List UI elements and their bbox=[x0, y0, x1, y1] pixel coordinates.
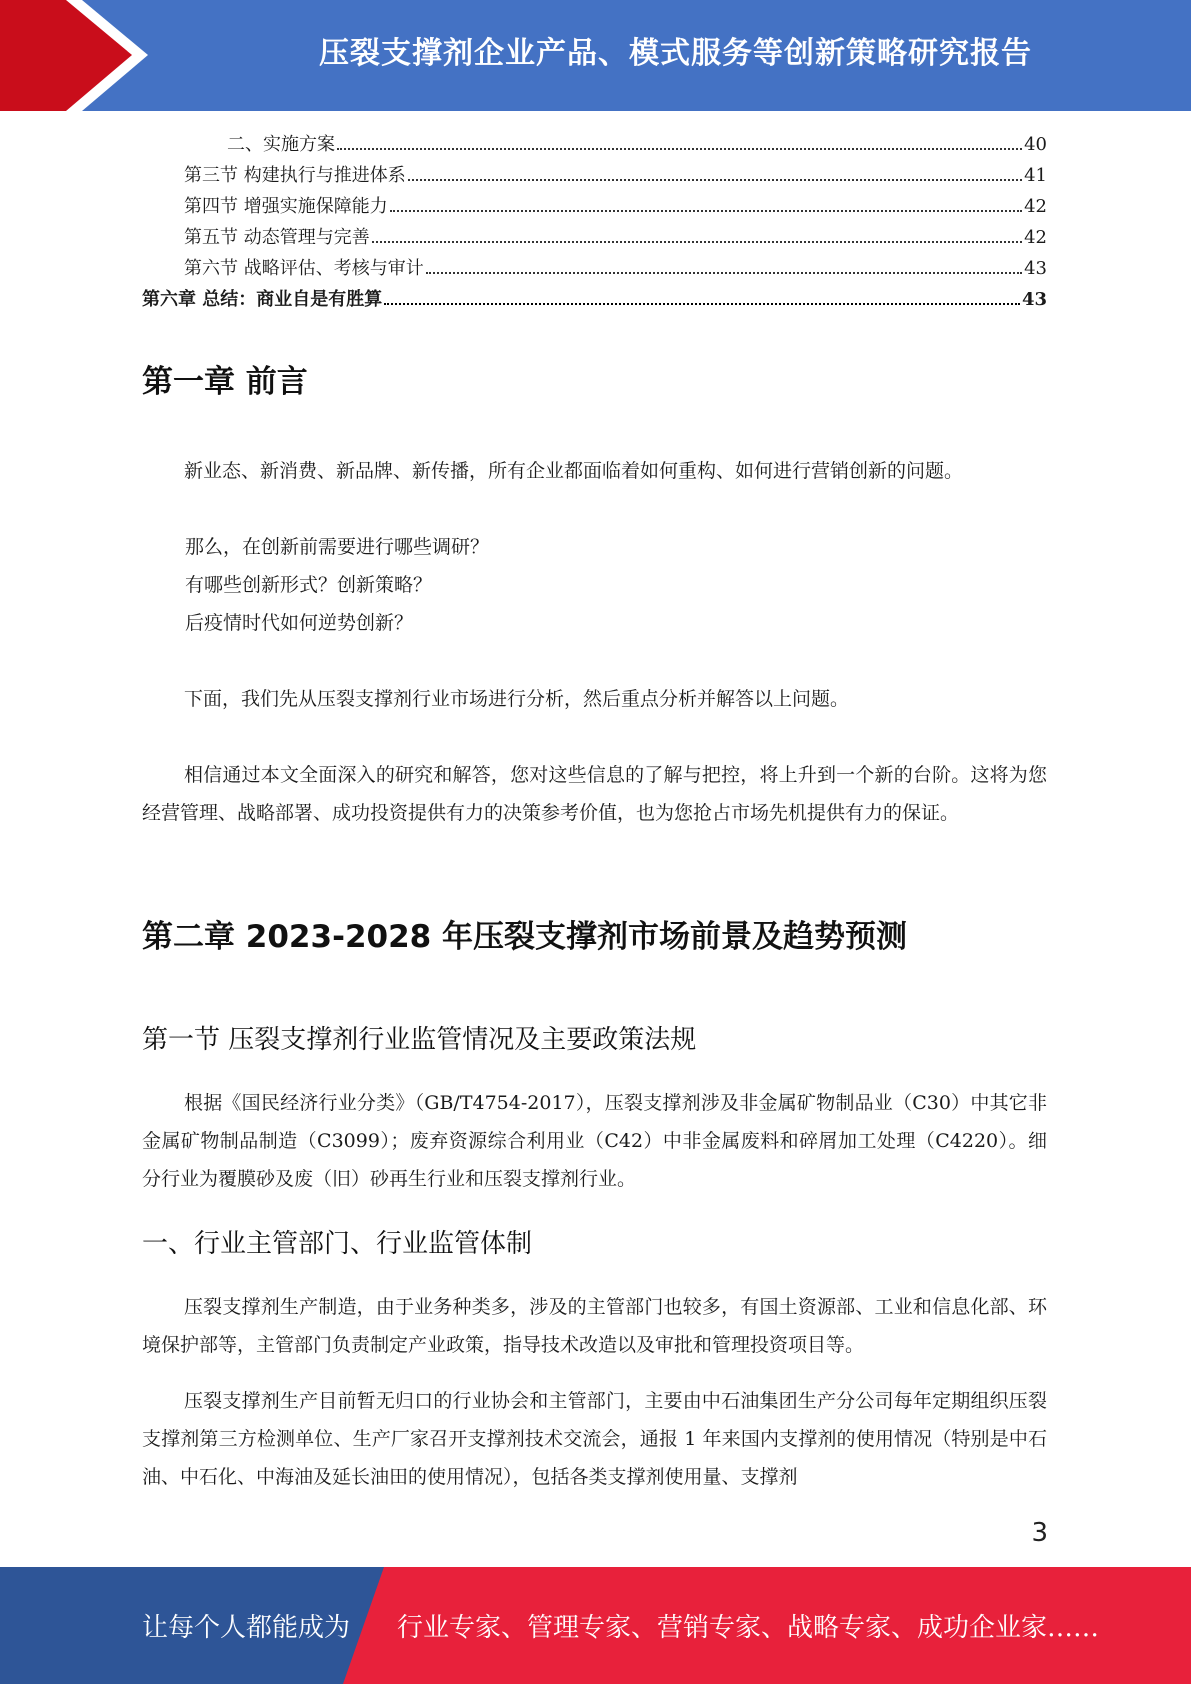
table-of-contents bbox=[142, 130, 1047, 316]
chapter-2-heading: 第二章 2023-2028 年压裂支撑剂市场前景及趋势预测 bbox=[142, 919, 908, 955]
toc-leader-dots bbox=[384, 303, 1020, 305]
page-header bbox=[0, 0, 1191, 111]
chapter-1-paragraph: 相信通过本文全面深入的研究和解答，您对这些信息的了解与把控，将上升到一个新的台阶。这将为您经营管理、战略部署、成功投资提供有力的决策参考价值，也为您抢占市场先机提供有力的保证。 bbox=[142, 764, 1047, 824]
chapter-1-question: 后疫情时代如何逆势创新？ bbox=[185, 612, 414, 634]
toc-entry-page: 42 bbox=[1024, 196, 1047, 217]
chapter-1-paragraph: 下面，我们先从压裂支撑剂行业市场进行分析，然后重点分析并解答以上问题。 bbox=[184, 688, 850, 710]
page-footer bbox=[0, 1567, 1191, 1684]
section-heading: 第一节 压裂支撑剂行业监管情况及主要政策法规 bbox=[142, 1025, 697, 1055]
subsection-heading: 一、行业主管部门、行业监管体制 bbox=[142, 1229, 533, 1259]
toc-leader-dots bbox=[337, 148, 1022, 150]
toc-entry-label: 第三节 构建执行与推进体系 bbox=[184, 165, 406, 186]
toc-entry[interactable] bbox=[142, 254, 1047, 285]
toc-entry-page: 43 bbox=[1024, 258, 1047, 279]
toc-leader-dots bbox=[426, 272, 1022, 274]
toc-entry-label: 第六章 总结：商业自是有胜算 bbox=[142, 289, 383, 310]
chapter-1-question: 有哪些创新形式？创新策略？ bbox=[185, 574, 433, 596]
header-title: 压裂支撑剂企业产品、模式服务等创新策略研究报告 bbox=[319, 36, 1032, 71]
toc-entry-page: 41 bbox=[1024, 165, 1047, 186]
toc-entry[interactable] bbox=[142, 223, 1047, 254]
chapter-1-paragraph: 新业态、新消费、新品牌、新传播，所有企业都面临着如何重构、如何进行营销创新的问题。 bbox=[184, 460, 964, 482]
section-paragraph: 压裂支撑剂生产制造，由于业务种类多，涉及的主管部门也较多，有国土资源部、工业和信息化部、环境保护部等，主管部门负责制定产业政策，指导技术改造以及审批和管理投资项目等。 bbox=[142, 1296, 1047, 1356]
toc-entry-chapter[interactable] bbox=[142, 285, 1047, 316]
toc-leader-dots bbox=[408, 179, 1022, 181]
toc-entry-label: 二、实施方案 bbox=[227, 134, 335, 155]
toc-entry-label: 第四节 增强实施保障能力 bbox=[184, 196, 388, 217]
toc-entry-label: 第五节 动态管理与完善 bbox=[184, 227, 370, 248]
page-number: 3 bbox=[1031, 1518, 1048, 1548]
section-paragraph: 压裂支撑剂生产目前暂无归口的行业协会和主管部门，主要由中石油集团生产分公司每年定期组织压裂支撑剂第三方检测单位、生产厂家召开支撑剂技术交流会，通报 1 年来国内支撑剂的使用情况（特别是中石油、中石化、中海油及延长油田的使用情况），包括各类支撑剂使用量、支撑剂 bbox=[142, 1390, 1047, 1488]
toc-entry-page: 40 bbox=[1024, 134, 1047, 155]
toc-entry[interactable] bbox=[142, 130, 1047, 161]
toc-leader-dots bbox=[390, 210, 1022, 212]
chapter-1-question: 那么，在创新前需要进行哪些调研？ bbox=[185, 536, 490, 558]
toc-entry[interactable] bbox=[142, 192, 1047, 223]
toc-entry-label: 第六节 战略评估、考核与审计 bbox=[184, 258, 424, 279]
footer-slogan-left: 让每个人都能成为 bbox=[142, 1613, 351, 1643]
toc-entry[interactable] bbox=[142, 161, 1047, 192]
footer-slogan-right: 行业专家、管理专家、营销专家、战略专家、成功企业家…… bbox=[397, 1613, 1100, 1643]
chapter-1-heading: 第一章 前言 bbox=[142, 364, 308, 400]
toc-leader-dots bbox=[372, 241, 1022, 243]
section-paragraph: 根据《国民经济行业分类》（GB/T4754-2017），压裂支撑剂涉及非金属矿物制品业（C30）中其它非金属矿物制品制造（C3099）；废弃资源综合利用业（C42）中非金属废料和碎屑加工处理（C4220）。细分行业为覆膜砂及废（旧）砂再生行业和压裂支撑剂行业。 bbox=[142, 1092, 1047, 1190]
toc-entry-page: 43 bbox=[1021, 289, 1047, 310]
toc-entry-page: 42 bbox=[1024, 227, 1047, 248]
